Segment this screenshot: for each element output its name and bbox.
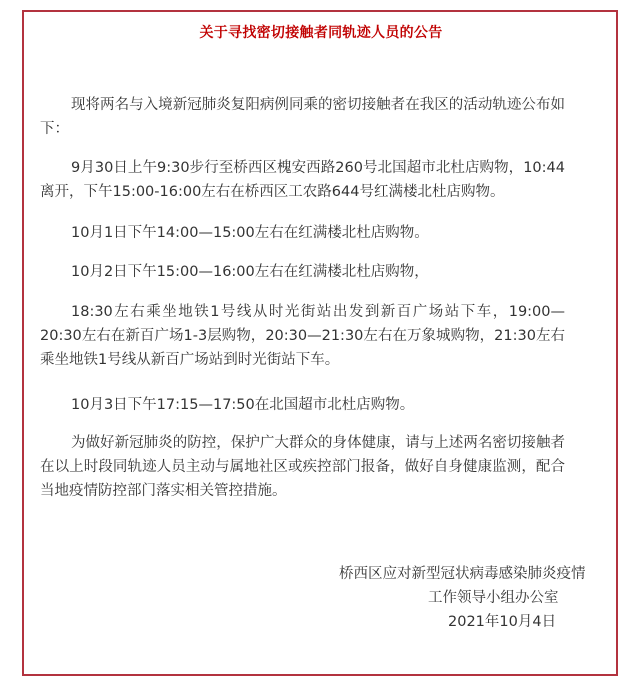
notice-title: 关于寻找密切接触者同轨迹人员的公告 xyxy=(199,25,443,41)
paragraph-oct1: 10月1日下午14:00—15:00左右在红满楼北杜店购物。 xyxy=(71,225,429,241)
signature-org-line1: 桥西区应对新型冠状病毒感染肺炎疫情 xyxy=(339,566,586,582)
paragraph-oct3: 10月3日下午17:15—17:50在北国超市北杜店购物。 xyxy=(71,397,415,413)
paragraph-oct2: 10月2日下午15:00—16:00左右在红满楼北杜店购物， xyxy=(71,264,429,280)
paragraph-oct2-evening: 18:30左右乘坐地铁1号线从时光街站出发到新百广场站下车，19:00—20:30左右在新百广场1-3层购物，20:30—21:30左右在万象城购物，21:30左右乘坐地铁1号线从新百广场站到时光街站下车。 xyxy=(40,304,565,368)
signature-org-line2: 工作领导小组办公室 xyxy=(428,590,559,606)
paragraph-advice: 为做好新冠肺炎的防控，保护广大群众的身体健康，请与上述两名密切接触者在以上时段同轨迹人员主动与属地社区或疾控部门报备，做好自身健康监测，配合当地疫情防控部门落实相关管控措施。 xyxy=(40,435,565,499)
paragraph-sep30: 9月30日上午9:30步行至桥西区槐安西路260号北国超市北杜店购物，10:44离开，下午15:00-16:00左右在桥西区工农路644号红满楼北杜店购物。 xyxy=(40,160,565,200)
signature-date: 2021年10月4日 xyxy=(448,614,557,630)
paragraph-intro: 现将两名与入境新冠肺炎复阳病例同乘的密切接触者在我区的活动轨迹公布如下： xyxy=(40,97,565,137)
